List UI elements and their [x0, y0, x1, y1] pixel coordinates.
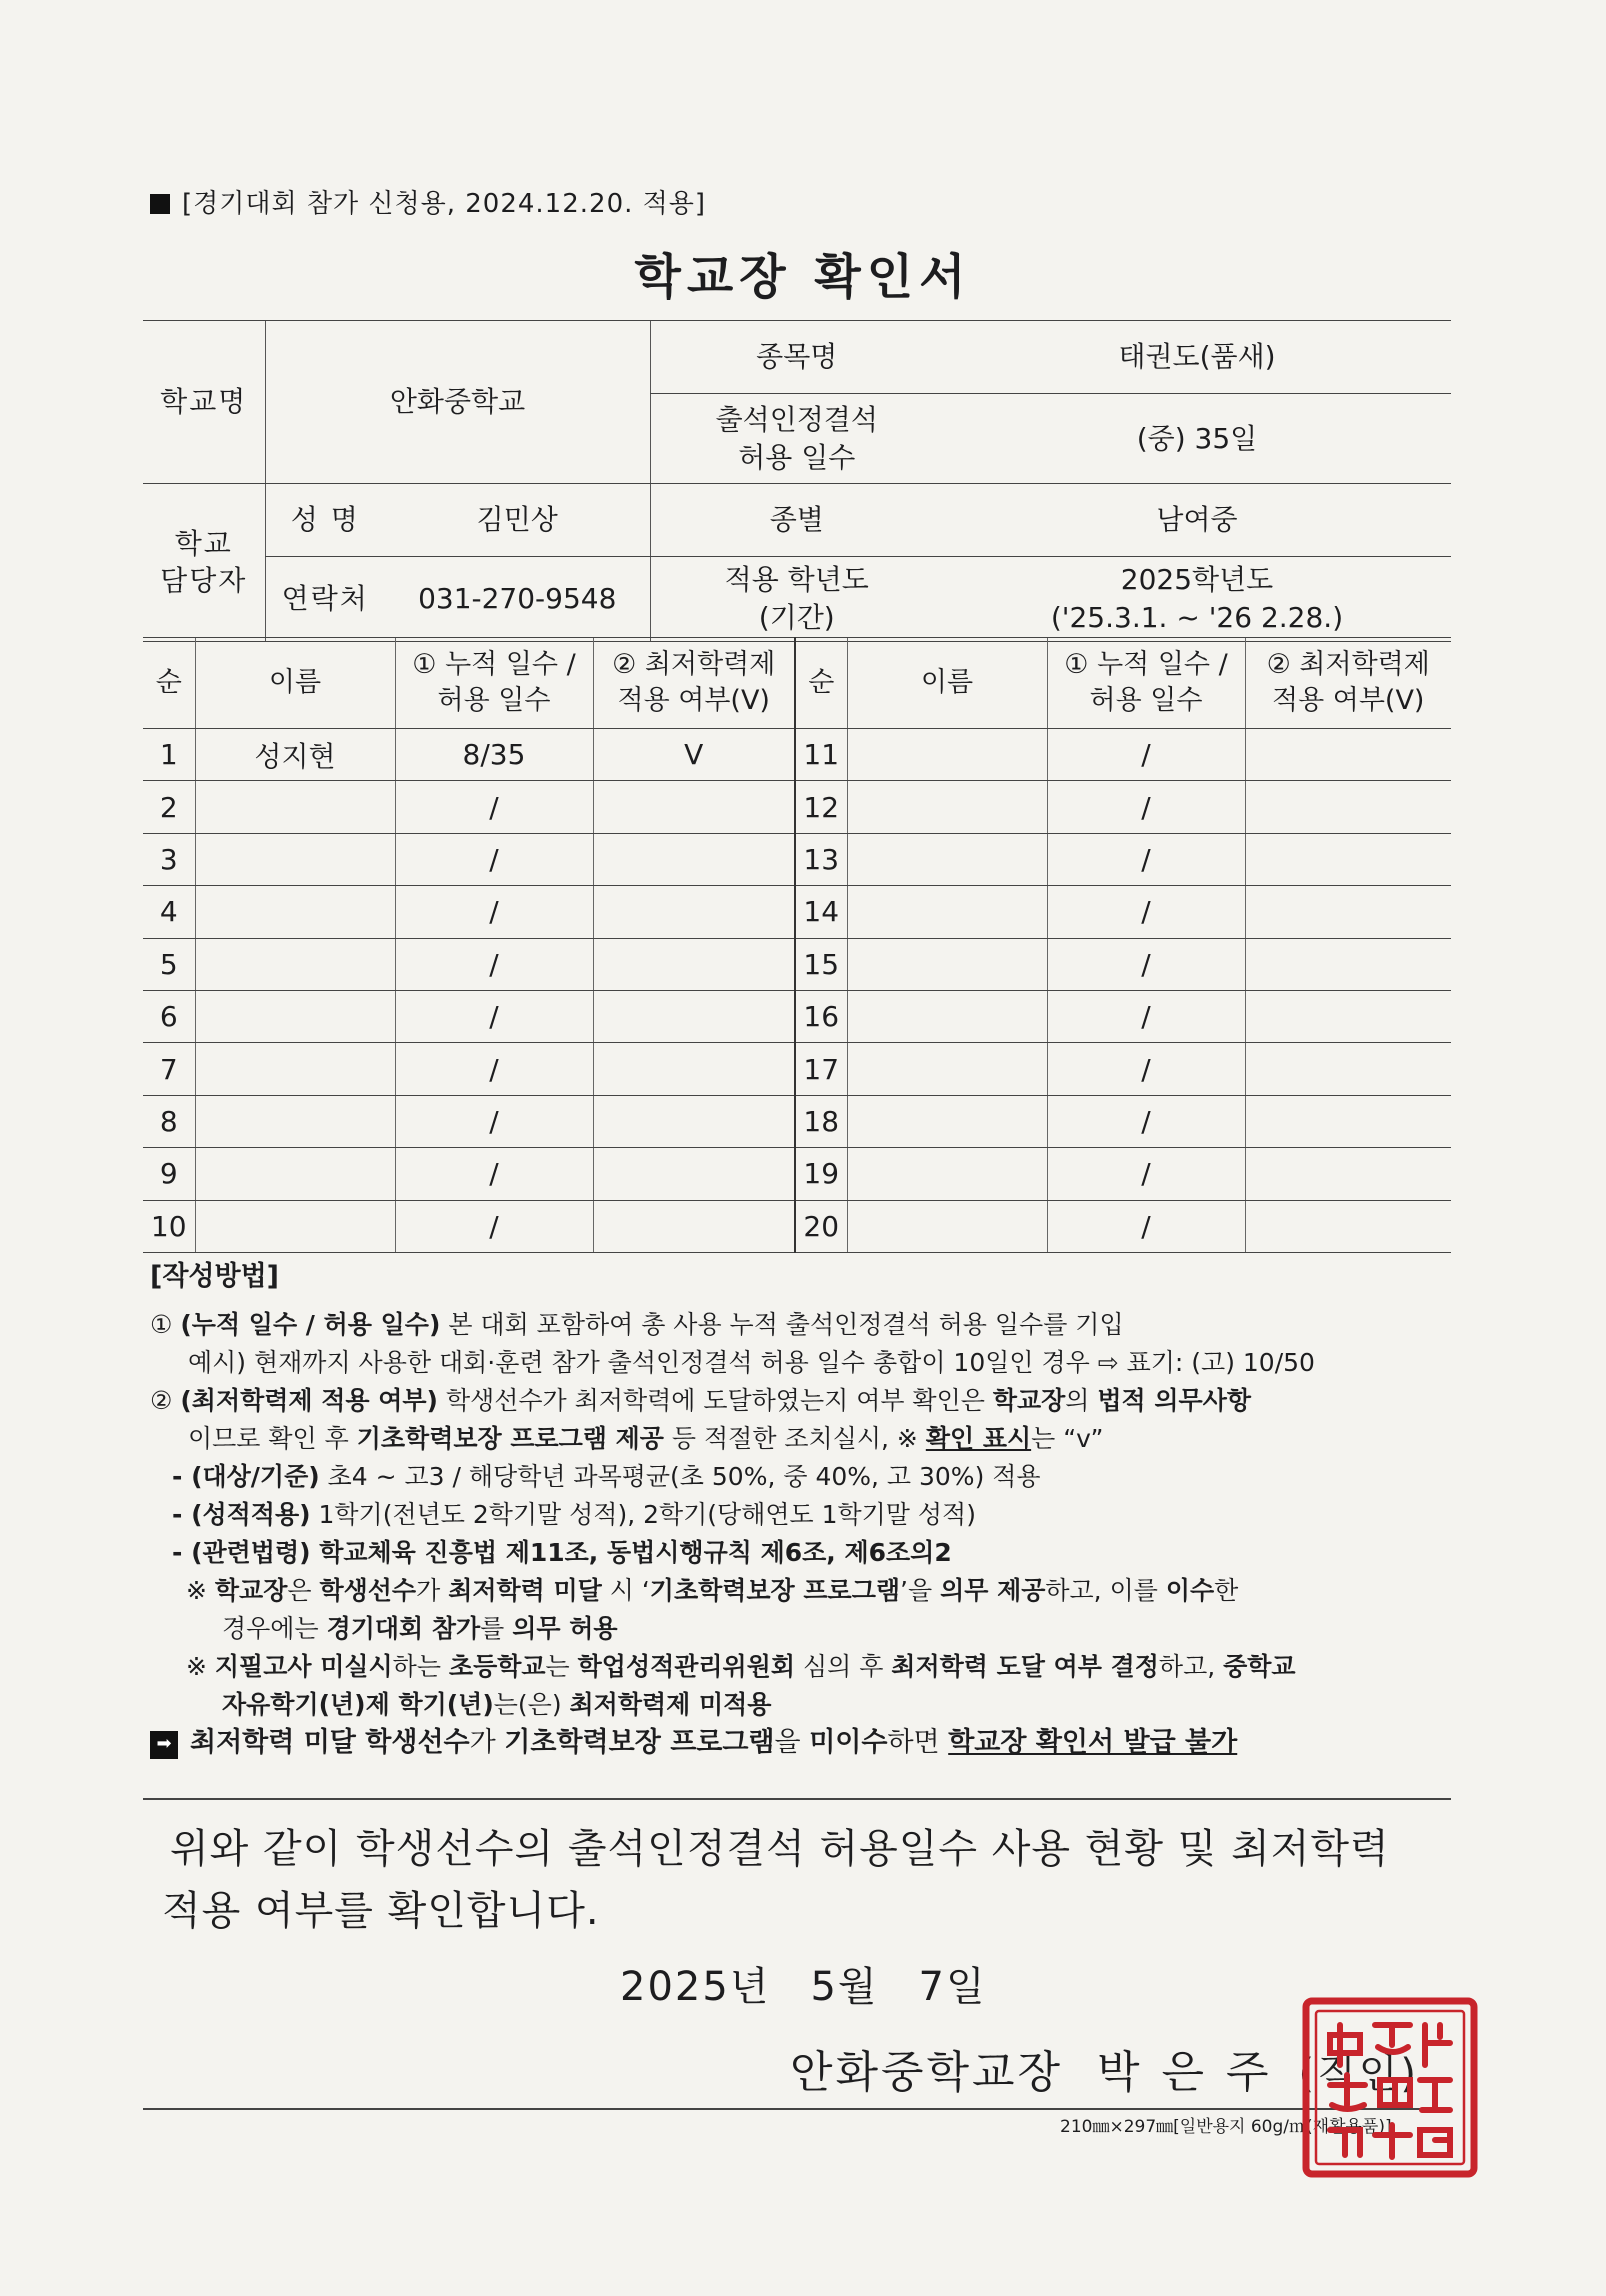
divider [143, 1798, 1451, 1800]
cell-name [195, 833, 395, 885]
manager-label: 학교 담당자 [143, 484, 265, 642]
date-month: 5월 [810, 1964, 879, 2010]
cell-no: 4 [143, 886, 195, 938]
col-min-right: ② 최저학력제 적용 여부(V) [1245, 638, 1451, 729]
cell-name [847, 1095, 1047, 1147]
cell-min [1245, 1095, 1451, 1147]
guide-item-1: ① (누적 일수 / 허용 일수) 본 대회 포함하여 총 사용 누적 출석인정결석 허용 일수를 기입 [150, 1310, 1124, 1339]
cell-no: 7 [143, 1043, 195, 1095]
confirm-statement: 위와 같이 학생선수의 출석인정결석 허용일수 사용 현황 및 최저학력 적용 여부를 확인합니다. [162, 1826, 1390, 1934]
cell-min [1245, 990, 1451, 1042]
cell-no: 14 [795, 886, 847, 938]
form-tag: [경기대회 참가 신청용, 2024.12.20. 적용] [150, 183, 706, 220]
school-label: 학교명 [143, 321, 265, 484]
cell-days: / [395, 990, 593, 1042]
cell-min [593, 886, 795, 938]
cell-days: / [1047, 1043, 1245, 1095]
guide-note-2: ※ 지필고사 미실시하는 초등학교는 학업성적관리위원회 심의 후 최저학력 도달 여부 결정하고, 중학교 [186, 1652, 1296, 1681]
cell-min [593, 1095, 795, 1147]
cell-name [195, 1148, 395, 1200]
cell-min [1245, 729, 1451, 781]
cell-min [1245, 938, 1451, 990]
date-day: 7일 [918, 1964, 987, 2010]
name-label: 성 명 [265, 484, 385, 557]
cell-days: / [395, 938, 593, 990]
sport-value: 태권도(품새) [943, 321, 1451, 394]
cell-name [847, 1043, 1047, 1095]
cell-days: 8/35 [395, 729, 593, 781]
table-row [143, 1043, 1451, 1095]
paper-size-note: 210㎜×297㎜[일반용지 60g/㎡(재활용품)] [1060, 2117, 1392, 2137]
cell-min [593, 1200, 795, 1252]
cell-no: 6 [143, 990, 195, 1042]
cell-name [195, 1095, 395, 1147]
cell-name [195, 1043, 395, 1095]
table-row [143, 833, 1451, 885]
cell-min [1245, 781, 1451, 833]
cell-name [847, 938, 1047, 990]
cell-no: 2 [143, 781, 195, 833]
arrow-right-icon: ➡ [150, 1731, 178, 1759]
contact-label: 연락처 [265, 557, 385, 642]
cell-min [593, 833, 795, 885]
cell-name [847, 1148, 1047, 1200]
cell-no: 19 [795, 1148, 847, 1200]
roster-table [143, 637, 1451, 1253]
table-row [143, 886, 1451, 938]
cell-no: 17 [795, 1043, 847, 1095]
cell-name [847, 1200, 1047, 1252]
cell-days: / [1047, 938, 1245, 990]
cell-days: / [1047, 729, 1245, 781]
roster-header-row [143, 638, 1451, 729]
cell-days: / [395, 1148, 593, 1200]
cell-no: 15 [795, 938, 847, 990]
allowed-days-label: 출석인정결석 허용 일수 [650, 394, 943, 484]
cell-name [847, 729, 1047, 781]
square-bullet-icon [150, 194, 170, 214]
cell-min [1245, 833, 1451, 885]
cell-name [195, 886, 395, 938]
table-row [143, 1148, 1451, 1200]
sport-label: 종목명 [650, 321, 943, 394]
cell-name [195, 1200, 395, 1252]
cell-min [593, 938, 795, 990]
cell-min [593, 1043, 795, 1095]
bottom-divider [143, 2108, 1451, 2110]
col-min: ② 최저학력제 적용 여부(V) [593, 638, 795, 729]
guide-bullet-target: - (대상/기준) 초4 ~ 고3 / 해당학년 과목평균(초 50%, 중 40%, 고 30%) 적용 [172, 1462, 1041, 1491]
table-row [143, 1200, 1451, 1252]
cell-name [847, 781, 1047, 833]
guide-item-1-example: 예시) 현재까지 사용한 대회·훈련 참가 출석인정결석 허용 일수 총합이 10일인 경우 ⇨ 표기: (고) 10/50 [188, 1348, 1315, 1377]
guide-note-1: ※ 학교장은 학생선수가 최저학력 미달 시 ‘기초학력보장 프로그램’을 의무 제공하고, 이를 이수한 [186, 1576, 1239, 1605]
allowed-days-value: (중) 35일 [943, 394, 1451, 484]
cell-name [847, 833, 1047, 885]
cell-no: 10 [143, 1200, 195, 1252]
cell-days: / [1047, 781, 1245, 833]
name-value: 김민상 [385, 484, 650, 557]
cell-days: / [1047, 1095, 1245, 1147]
writing-guide [150, 1258, 1450, 1762]
official-seal-icon [1300, 1995, 1480, 2180]
cell-days: / [395, 781, 593, 833]
col-name-right: 이름 [847, 638, 1047, 729]
seal-note: (직인) [1298, 2051, 1420, 2097]
info-table [143, 320, 1451, 642]
cell-days: / [395, 1200, 593, 1252]
col-no: 순 [143, 638, 195, 729]
cell-name [847, 886, 1047, 938]
table-row [143, 938, 1451, 990]
cell-days: / [1047, 1200, 1245, 1252]
cell-name [195, 938, 395, 990]
school-value: 안화중학교 [265, 321, 650, 484]
cell-no: 16 [795, 990, 847, 1042]
year-value: 2025학년도 ('25.3.1. ~ '26 2.28.) [943, 557, 1451, 642]
guide-item-2-line2: 이므로 확인 후 기초학력보장 프로그램 제공 등 적절한 조치실시, ※ 확인 표시는 “v” [188, 1424, 1104, 1453]
guide-item-2: ② (최저학력제 적용 여부) 학생선수가 최저학력에 도달하였는지 여부 확인은 학교장의 법적 의무사항 [150, 1386, 1252, 1415]
table-row [143, 781, 1451, 833]
cell-days: / [1047, 833, 1245, 885]
col-name: 이름 [195, 638, 395, 729]
cell-days: / [1047, 886, 1245, 938]
cell-min [1245, 1200, 1451, 1252]
cell-no: 13 [795, 833, 847, 885]
col-no-right: 순 [795, 638, 847, 729]
cell-name [847, 990, 1047, 1042]
cell-no: 20 [795, 1200, 847, 1252]
cell-days: / [395, 1095, 593, 1147]
guide-note-1-line2: 경우에는 경기대회 참가를 의무 허용 [222, 1614, 618, 1643]
guide-notice: ➡ 최저학력 미달 학생선수가 기초학력보장 프로그램을 미이수하면 학교장 확인서 발급 불가 [150, 1724, 1450, 1762]
col-days: ① 누적 일수 / 허용 일수 [395, 638, 593, 729]
signer-title: 안화중학교장 [790, 2047, 1064, 2098]
cell-no: 18 [795, 1095, 847, 1147]
cell-no: 3 [143, 833, 195, 885]
cell-no: 5 [143, 938, 195, 990]
cell-days: / [1047, 1148, 1245, 1200]
cell-no: 9 [143, 1148, 195, 1200]
cell-min [1245, 886, 1451, 938]
cell-no: 8 [143, 1095, 195, 1147]
cell-days: / [395, 1043, 593, 1095]
cell-min [593, 990, 795, 1042]
cell-min [593, 781, 795, 833]
cell-min [1245, 1043, 1451, 1095]
signer-name: 박은주 [1097, 2047, 1291, 2098]
cell-no: 11 [795, 729, 847, 781]
table-row [143, 1095, 1451, 1147]
guide-title: [작성방법] [150, 1261, 280, 1292]
cell-days: / [1047, 990, 1245, 1042]
cell-days: / [395, 833, 593, 885]
cell-name: 성지현 [195, 729, 395, 781]
cell-days: / [395, 886, 593, 938]
col-days-right: ① 누적 일수 / 허용 일수 [1047, 638, 1245, 729]
table-row [143, 729, 1451, 781]
cell-min [593, 1148, 795, 1200]
guide-bullet-grades: - (성적적용) 1학기(전년도 2학기말 성적), 2학기(당해연도 1학기말 성적) [172, 1500, 976, 1529]
issue-date [620, 1955, 1027, 2012]
cell-no: 12 [795, 781, 847, 833]
cell-name [195, 990, 395, 1042]
gender-label: 종별 [650, 484, 943, 557]
date-year: 2025년 [620, 1964, 771, 2010]
cell-name [195, 781, 395, 833]
cell-no: 1 [143, 729, 195, 781]
guide-bullet-law: - (관련법령) 학교체육 진흥법 제11조, 동법시행규칙 제6조, 제6조의2 [172, 1538, 952, 1567]
contact-value: 031-270-9548 [385, 557, 650, 642]
gender-value: 남여중 [943, 484, 1451, 557]
guide-note-2-line2: 자유학기(년)제 학기(년)는(은) 최저학력제 미적용 [222, 1690, 772, 1719]
table-row [143, 990, 1451, 1042]
year-label: 적용 학년도 (기간) [650, 557, 943, 642]
cell-min [1245, 1148, 1451, 1200]
cell-min: V [593, 729, 795, 781]
document-title: 학교장 확인서 [634, 249, 972, 305]
